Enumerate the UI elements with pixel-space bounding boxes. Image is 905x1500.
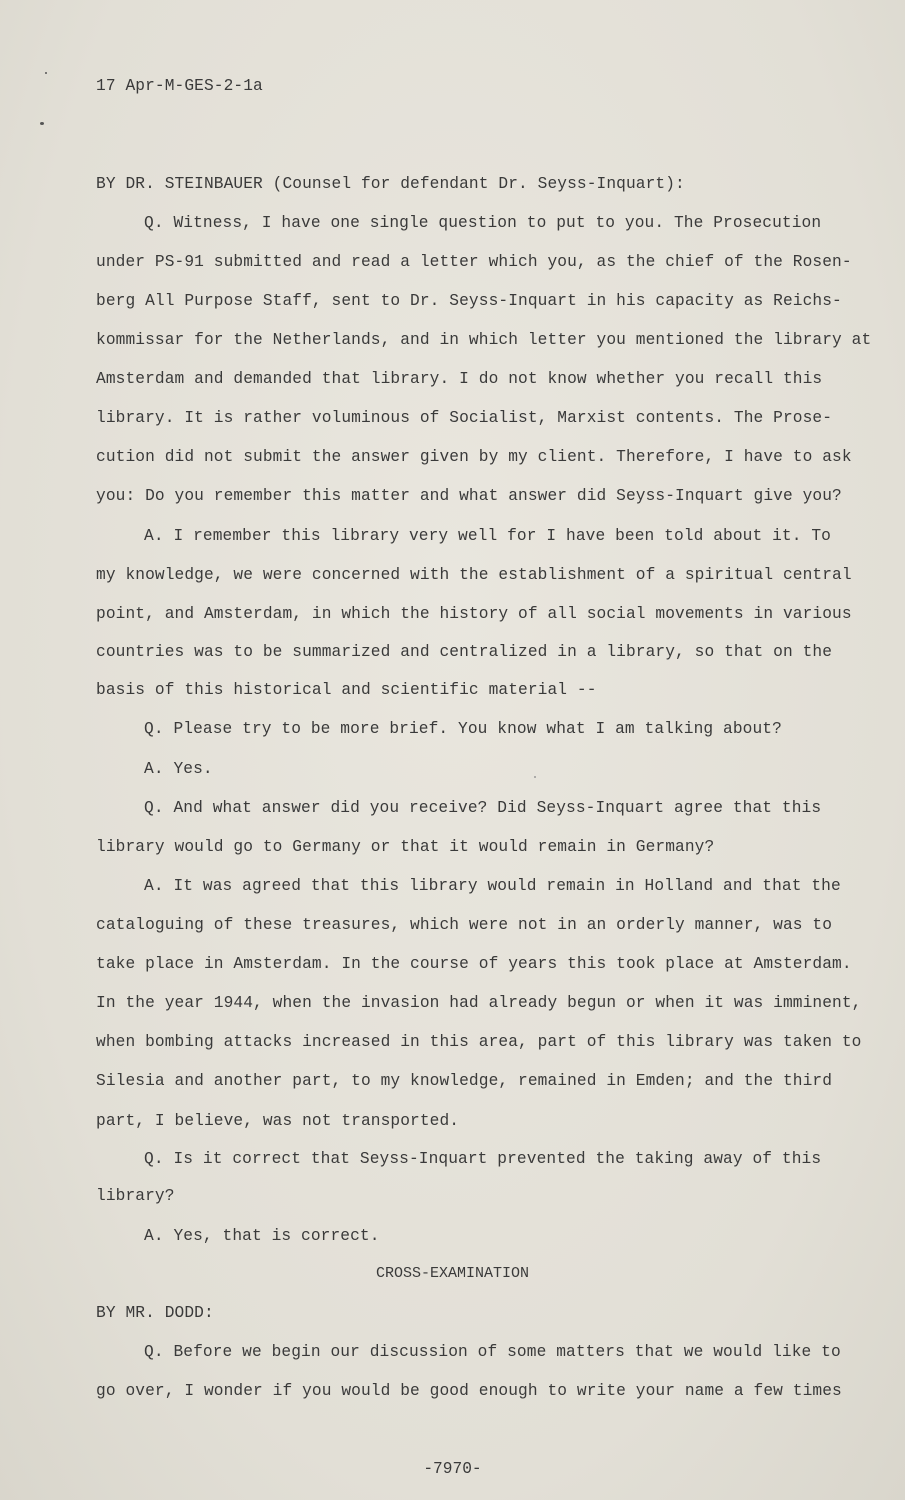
text-line: part, I believe, was not transported. <box>96 1112 460 1130</box>
text-line: point, and Amsterdam, in which the history of all social movements in various <box>96 605 852 623</box>
text-line: Q. Witness, I have one single question to put to you. The Prosecution <box>144 214 822 232</box>
text-line: Q. Before we begin our discussion of some matters that we would like to <box>144 1343 841 1361</box>
text-line: A. Yes, that is correct. <box>144 1227 380 1245</box>
text-line: countries was to be summarized and centralized in a library, so that on the <box>96 643 833 661</box>
document-reference: 17 Apr-M-GES-2-1a <box>96 77 263 95</box>
text-line: when bombing attacks increased in this area, part of this library was taken to <box>96 1033 862 1051</box>
text-line: library. It is rather voluminous of Socialist, Marxist contents. The Prose- <box>96 409 833 427</box>
text-line: library? <box>96 1187 175 1205</box>
text-line: Amsterdam and demanded that library. I do not know whether you recall this <box>96 370 823 388</box>
text-line: cution did not submit the answer given by my client. Therefore, I have to ask <box>96 448 852 466</box>
paper-speck <box>40 122 44 125</box>
text-line: A. I remember this library very well for I have been told about it. To <box>144 527 831 545</box>
text-line: my knowledge, we were concerned with the establishment of a spiritual central <box>96 566 852 584</box>
paper-speck <box>45 72 47 74</box>
text-line: Q. And what answer did you receive? Did Seyss-Inquart agree that this <box>144 799 822 817</box>
paper-speck <box>534 776 536 778</box>
cross-examination-heading: CROSS-EXAMINATION <box>375 1265 530 1282</box>
text-line: you: Do you remember this matter and what answer did Seyss-Inquart give you? <box>96 487 842 505</box>
text-line: library would go to Germany or that it would remain in Germany? <box>96 838 715 856</box>
text-line: go over, I wonder if you would be good enough to write your name a few times <box>96 1382 842 1400</box>
page-number: -7970- <box>423 1460 482 1478</box>
text-line: A. It was agreed that this library would remain in Holland and that the <box>144 877 841 895</box>
examiner-heading-steinbauer: BY DR. STEINBAUER (Counsel for defendant Dr. Seyss-Inquart): <box>96 175 685 193</box>
text-line: Q. Please try to be more brief. You know what I am talking about? <box>144 720 782 738</box>
examiner-heading-dodd: BY MR. DODD: <box>96 1304 214 1322</box>
text-line: A. Yes. <box>144 760 213 778</box>
text-line: cataloguing of these treasures, which were not in an orderly manner, was to <box>96 916 833 934</box>
text-line: In the year 1944, when the invasion had already begun or when it was imminent, <box>96 994 862 1012</box>
text-line: under PS-91 submitted and read a letter which you, as the chief of the Rosen- <box>96 253 852 271</box>
text-line: take place in Amsterdam. In the course of years this took place at Amsterdam. <box>96 955 852 973</box>
text-line: Q. Is it correct that Seyss-Inquart prevented the taking away of this <box>144 1150 822 1168</box>
text-line: kommissar for the Netherlands, and in which letter you mentioned the library at <box>96 331 872 349</box>
text-line: basis of this historical and scientific material -- <box>96 681 597 699</box>
text-line: Silesia and another part, to my knowledge, remained in Emden; and the third <box>96 1072 833 1090</box>
text-line: berg All Purpose Staff, sent to Dr. Seyss-Inquart in his capacity as Reichs- <box>96 292 842 310</box>
